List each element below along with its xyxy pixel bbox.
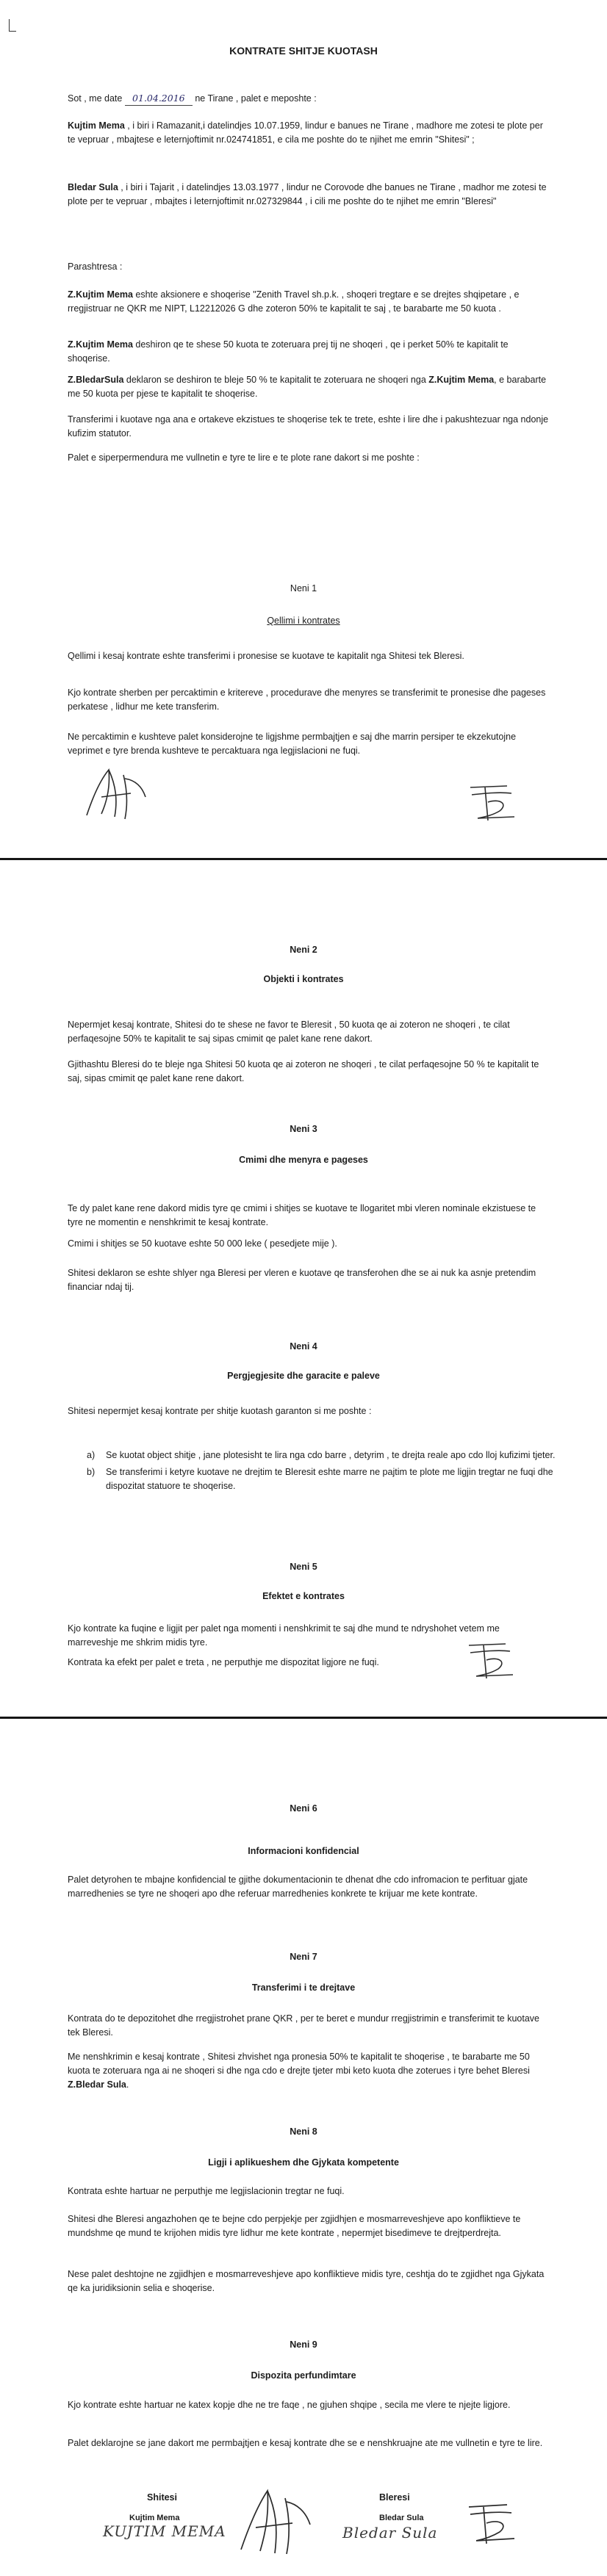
list-item-label: b) xyxy=(87,1467,96,1477)
neni-1-paragraph-2: Kjo kontrate sherben per percaktimin e kritereve , procedurave dhe menyres se transferimit te pronesise dhe pageses perkatese , lidhur me kete transferim. xyxy=(68,688,546,712)
neni-8-paragraph-2: Shitesi dhe Bleresi angazhohen qe te bejne cdo perpjekje per zgjidhjen e mosmarreveshjeve apo konfliktieve te mundshme qe mund te krijohen midis tyre lidhur me kete kontrate , nepermjet bisedimeve te drejtperdrejta. xyxy=(68,2214,521,2238)
corner-mark xyxy=(9,19,16,32)
buyer-printed-name: Bledar Sula xyxy=(379,2514,424,2522)
preamble-paragraph-3 xyxy=(68,373,553,401)
neni-9-number: Neni 9 xyxy=(290,2339,317,2350)
neni-3-paragraph-3: Shitesi deklaron se eshte shlyer nga Bleresi per vleren e kuotave qe transferohen dhe se ai nuk ka asnje pretendim financiar ndaj tij. xyxy=(68,1268,536,1292)
neni-7-buyer-name: Z.Bledar Sula xyxy=(68,2079,126,2090)
preamble-paragraph-4: Transferimi i kuotave nga ana e ortakeve ekzistues te shoqerise tek te trete, eshte i lire dhe i pakushtezuar nga ndonje kufizim statutor. xyxy=(68,414,549,439)
neni-7-paragraph-1: Kontrata do te depozitohet dhe rregjistrohet prane QKR , per te beret e mundur rregjistrimin e transferimit te kuotave tek Bleresi. xyxy=(68,2013,539,2038)
buyer-signature xyxy=(461,2498,520,2550)
neni-1-heading: Qellimi i kontrates xyxy=(267,616,340,626)
neni-6-number: Neni 6 xyxy=(290,1803,317,1814)
neni-3-paragraph-1: Te dy palet kane rene dakord midis tyre qe cmimi i shitjes se kuotave te llogaritet mbi vleren nominale ekzistuese te tyre ne momentin e nenshkrimit te kesaj kontrate. xyxy=(68,1203,536,1227)
signature-block xyxy=(0,2483,607,2572)
neni-5-paragraph-1: Kjo kontrate ka fuqine e ligjit per palet nga momenti i nenshkrimit te saj dhe mund te ndryshohet vetem me marreveshje me shkrim midis tyre. xyxy=(68,1623,500,1648)
contract-page-2 xyxy=(0,861,607,1717)
neni-8-paragraph-1: Kontrata eshte hartuar ne perputhje me legjislacionin tregtar ne fuqi. xyxy=(68,2186,345,2196)
preamble-heading: Parashtresa : xyxy=(68,261,123,272)
neni-5-paragraph-2: Kontrata ka efekt per palet e treta , ne perputhje me dispozitat ligjore ne fuqi. xyxy=(68,1657,379,1667)
buyer-identification xyxy=(68,181,553,209)
preamble-paragraph-1 xyxy=(68,288,553,316)
handwritten-date: 01.04.2016 xyxy=(125,91,193,106)
neni-4-guarantees-list xyxy=(87,1448,557,1496)
preamble-p3-name2: Z.Kujtim Mema xyxy=(428,375,495,385)
preamble-p1-text: eshte aksionere e shoqerise "Zenith Travel sh.p.k. , shoqeri tregtare e se drejtes shqipetare , e rregjistruar ne QKR me NIPT, L12212026 G dhe zoteron 50% te kapitalit te saj , te barabarte me 50 kuota . xyxy=(68,289,520,314)
neni-2-paragraph-2: Gjithashtu Bleresi do te bleje nga Shitesi 50 kuota qe ai zoteron ne shoqeri , te cilat perfaqesojne 50 % te kapitalit te saj, sipas cmimit qe palet kane rene dakort. xyxy=(68,1059,539,1083)
contract-page-3 xyxy=(0,1720,607,2576)
neni-3-heading: Cmimi dhe menyra e pageses xyxy=(239,1155,368,1165)
neni-3-paragraph-2: Cmimi i shitjes se 50 kuotave eshte 50 000 leke ( pesedjete mije ). xyxy=(68,1238,337,1249)
neni-4-heading: Pergjegjesite dhe garacite e paleve xyxy=(227,1371,380,1381)
seller-printed-name: Kujtim Mema xyxy=(129,2514,180,2522)
neni-4-number: Neni 4 xyxy=(290,1341,317,1352)
preamble-p2-text: deshiron qe te shese 50 kuota te zoteruara prej tij ne shoqeri , qe i perket 50% te kapitalit te shoqerise. xyxy=(68,339,509,364)
neni-1-paragraph-1: Qellimi i kesaj kontrate eshte transferimi i pronesise se kuotave te kapitalit nga Shitesi tek Bleresi. xyxy=(68,651,464,661)
buyer-initials-signature-page-2 xyxy=(461,1638,520,1682)
seller-identification xyxy=(68,119,553,147)
neni-8-paragraph-3: Nese palet deshtojne ne zgjidhjen e mosmarreveshjeve apo konfliktieve midis tyre, ceshtja do te zgjidhet nga Gjykata qe ka juridiksionin selia e shoqerise. xyxy=(68,2269,545,2293)
preamble-p3-text-b: , e barabarte me 50 kuota per pjese te kapitalit te shoqerise. xyxy=(68,375,547,399)
neni-7-p2-text: Me nenshkrimin e kesaj kontrate , Shitesi zhvishet nga pronesia 50% te kapitalit te shoqerise , te barabarte me 50 kuota te zoteruara nga ai ne shoqeri si dhe nga cdo e drejte tjeter mbi keto kuota dhe zoterues i tyre behet Bleresi xyxy=(68,2052,530,2076)
preamble-p3-name: Z.BledarSula xyxy=(68,375,124,385)
neni-8-heading: Ligji i aplikueshem dhe Gjykata kompetente xyxy=(208,2157,399,2168)
neni-7-heading: Transferimi i te drejtave xyxy=(251,1982,356,1993)
neni-7-number: Neni 7 xyxy=(290,1952,317,1962)
page-separator xyxy=(0,1717,607,1719)
neni-3-number: Neni 3 xyxy=(290,1124,317,1134)
intro-prefix: Sot , me date xyxy=(68,93,123,104)
neni-6-paragraph-1: Palet detyrohen te mbajne konfidencial te gjithe dokumentacionin te dhenat dhe cdo infromacion te perfituar gjate marredhenies se tyre ne shoqeri apo dhe referuar marredhenies konkrete te krijuar me kete kontrate. xyxy=(68,1875,528,1899)
preamble-paragraph-5: Palet e siperpermendura me vullnetin e tyre te lire e te plote rane dakort si me poshte : xyxy=(68,452,420,463)
neni-5-heading: Efektet e kontrates xyxy=(262,1591,345,1601)
list-item-label: a) xyxy=(87,1450,96,1460)
buyer-details: , i biri i Tajarit , i datelindjes 13.03.1977 , lindur ne Corovode dhe banues ne Tirane , madhor me zotesi te plote per te vepruar , mbajtes i leternjoftimit nr.027329844 , i cili me poshte do te njihet me emrin "Bleresi" xyxy=(68,182,547,206)
list-item-text: Se transferimi i ketyre kuotave ne drejtim te Bleresit eshte marre ne pajtim te plote me ligjin tregtar ne fuqi dhe dispozitat statuore te shoqerise. xyxy=(106,1467,553,1491)
neni-8-number: Neni 8 xyxy=(290,2126,317,2137)
preamble-p1-name: Z.Kujtim Mema xyxy=(68,289,133,300)
seller-handwritten-name: KUJTIM MEMA xyxy=(103,2522,226,2540)
buyer-signature-label: Bleresi xyxy=(379,2492,410,2503)
buyer-handwritten-name: Bledar Sula xyxy=(342,2524,438,2541)
intro-suffix: ne Tirane , palet e meposhte : xyxy=(195,93,317,104)
neni-7-p2-end: . xyxy=(126,2079,129,2090)
neni-4-intro: Shitesi nepermjet kesaj kontrate per shitje kuotash garanton si me poshte : xyxy=(68,1406,372,1416)
neni-9-paragraph-2: Palet deklarojne se jane dakort me permbajtjen e kesaj kontrate dhe se e nenshkruajne ate me vullnetin e tyre te lire. xyxy=(68,2438,543,2448)
neni-7-paragraph-2 xyxy=(68,2050,553,2092)
seller-initials-signature-page-1 xyxy=(79,764,153,823)
preamble-paragraph-2 xyxy=(68,338,553,366)
list-item xyxy=(87,1465,557,1493)
list-item xyxy=(87,1448,557,1462)
page-separator xyxy=(0,858,607,860)
neni-1-number: Neni 1 xyxy=(290,583,317,594)
neni-2-heading: Objekti i kontrates xyxy=(263,974,344,984)
buyer-initials-signature-page-1 xyxy=(463,780,522,824)
buyer-name: Bledar Sula xyxy=(68,182,118,192)
neni-6-heading: Informacioni konfidencial xyxy=(248,1846,359,1856)
neni-9-paragraph-1: Kjo kontrate eshte hartuar ne katex kopje dhe ne tre faqe , ne gjuhen shqipe , secila me vlere te njejte ligjore. xyxy=(68,2400,511,2410)
contract-page-1 xyxy=(0,0,607,858)
preamble-p3-text-a: deklaron se deshiron te bleje 50 % te kapitalit te zoteruara ne shoqeri nga xyxy=(123,375,429,385)
neni-9-heading: Dispozita perfundimtare xyxy=(251,2370,356,2381)
neni-2-paragraph-1: Nepermjet kesaj kontrate, Shitesi do te shese ne favor te Bleresit , 50 kuota qe ai zoteron ne shoqeri , te cilat perfaqesojne 50% te kapitalit te saj sipas cmimit qe palet kane rene dakort. xyxy=(68,1020,510,1044)
seller-details: , i biri i Ramazanit,i datelindjes 10.07.1959, lindur e banues ne Tirane , madhore me zotesi te plote per te vepruar , mbajtese e leternjoftimit nr.024741851, e cila me poshte do te njihet me emrin "Shitesi" ; xyxy=(68,120,543,145)
seller-signature xyxy=(234,2483,315,2557)
list-item-text: Se kuotat object shitje , jane plotesisht te lira nga cdo barre , detyrim , te drejta reale apo cdo lloj kufizimi tjeter. xyxy=(106,1450,556,1460)
neni-1-paragraph-3: Ne percaktimin e kushteve palet konsiderojne te ligjshme permbajtjen e saj dhe marrin persiper te ekzekutojne veprimet e tyre brenda kushteve te percaktuara nga legjislacioni ne fuqi. xyxy=(68,732,517,756)
neni-2-number: Neni 2 xyxy=(290,945,317,955)
seller-signature-label: Shitesi xyxy=(147,2492,177,2503)
preamble-p2-name: Z.Kujtim Mema xyxy=(68,339,133,350)
seller-name: Kujtim Mema xyxy=(68,120,125,131)
contract-title: KONTRATE SHITJE KUOTASH xyxy=(229,45,378,57)
neni-5-number: Neni 5 xyxy=(290,1562,317,1572)
intro-line xyxy=(68,91,553,106)
